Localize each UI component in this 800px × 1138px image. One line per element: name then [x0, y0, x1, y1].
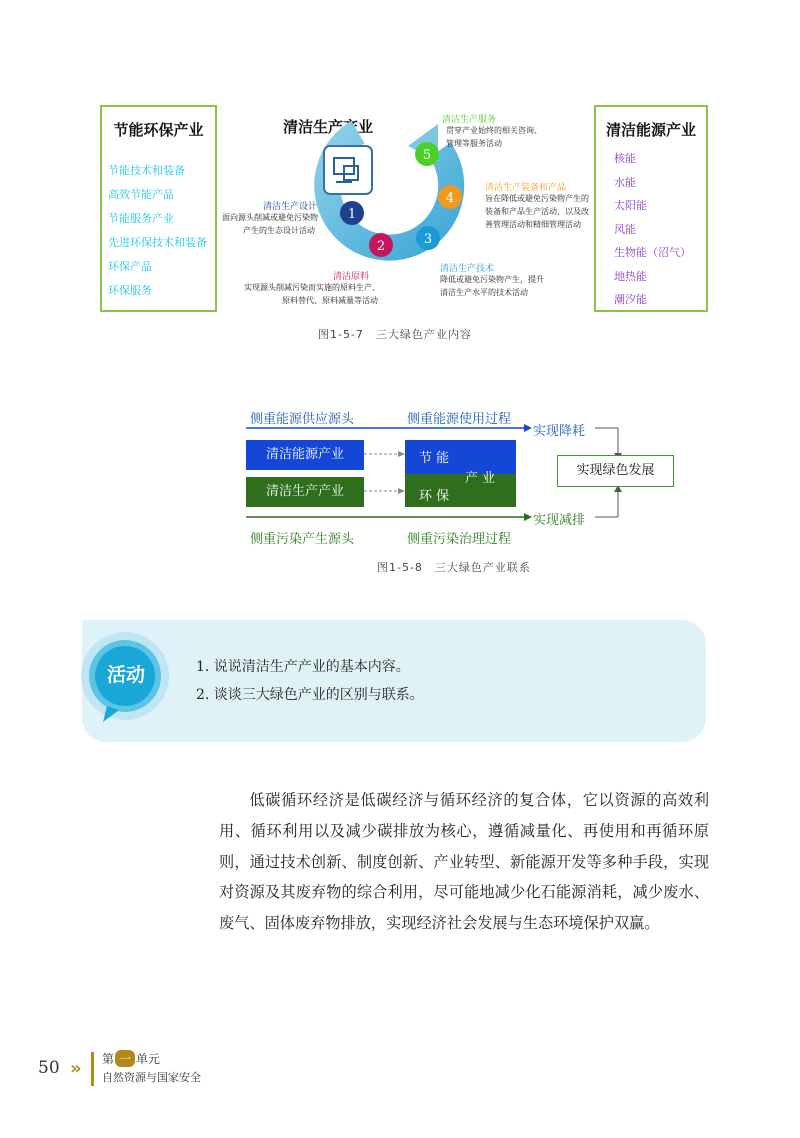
energy-use-label: 侧重能源使用过程 [407, 412, 512, 427]
list-item: 核能 [614, 152, 636, 165]
step-5-label: 清洁生产服务 [442, 115, 497, 125]
chevron-right-icon: » [70, 1058, 82, 1079]
desc-line: 管理等服务活动 [446, 139, 502, 148]
energy-saving-env-block [405, 440, 516, 507]
unit-prefix: 第 [102, 1052, 115, 1066]
list-item: 节能技术和装备 [108, 164, 185, 177]
body-paragraph: 低碳循环经济是低碳经济与循环经济的复合体，它以资源的高效利用、循环利用以及减少碳排放为核心，遵循减量化、再使用和再循环原则，通过技术创新、制度创新、产业转型、新能源开发等多种手段，实现对资源及其废弃物的综合利用，尽可能地减少化石能源消耗，减少废水、废气、固体废弃物排放，实现经济社会发展与生态环境保护双赢。 [219, 791, 709, 933]
unit-number-badge: 一 [115, 1050, 135, 1067]
step-3-label: 清洁生产技术 [440, 264, 495, 274]
footer-divider [91, 1052, 94, 1086]
svg-text:4: 4 [445, 191, 455, 206]
svg-text:1: 1 [347, 207, 357, 222]
clean-energy-list [614, 147, 691, 312]
figure-caption-1: 图1-5-7 三大绿色产业内容 [318, 328, 472, 341]
energy-saving-title: 节能环保产业 [113, 121, 204, 139]
pollution-treatment-label: 侧重污染治理过程 [407, 532, 512, 547]
activity-badge-label: 活动 [106, 664, 145, 686]
energy-saving-text: 节 能 [419, 451, 450, 466]
env-protection-text: 环 保 [419, 489, 450, 504]
activity-panel [82, 620, 706, 742]
step-2-label: 清洁原料 [333, 272, 370, 282]
energy-supply-label: 侧重能源供应源头 [250, 412, 355, 427]
unit-name: 自然资源与国家安全 [102, 1071, 201, 1084]
clean-production-title: 清洁生产产业 [283, 118, 374, 136]
list-item: 环保服务 [108, 284, 152, 297]
desc-line: 产生的生态设计活动 [243, 226, 315, 235]
pollution-source-label: 侧重污染产生源头 [250, 532, 355, 547]
svg-text:5: 5 [422, 148, 432, 163]
figure-caption-2: 图1-5-8 三大绿色产业联系 [377, 561, 531, 574]
list-item: 风能 [614, 222, 636, 236]
energy-saving-industry-box [100, 105, 217, 312]
desc-line: 旨在降低或避免污染物产生的 [485, 194, 589, 203]
svg-text:2: 2 [376, 239, 386, 254]
desc-line: 清洁生产水平的技术活动 [440, 288, 528, 297]
clean-energy-industry-box [594, 105, 708, 312]
desc-line: 装备和产品生产活动，以及改 [485, 207, 589, 216]
list-item: 潮汐能 [614, 293, 647, 306]
step-1-badge [340, 201, 364, 225]
list-item: 生物能（沼气） [614, 246, 691, 259]
reduce-energy-label: 实现降耗 [533, 424, 586, 439]
desc-line: 善管理活动和精细管理活动 [485, 220, 581, 229]
step-5-badge [415, 142, 439, 166]
list-item: 地热能 [614, 269, 647, 283]
list-item: 太阳能 [614, 199, 647, 212]
activity-item-1: 1. 说说清洁生产产业的基本内容。 [196, 659, 410, 675]
desc-line: 面向源头削减或避免污染物 [222, 213, 318, 222]
step-1-label: 清洁生产设计 [263, 202, 318, 212]
step-5-desc [446, 124, 542, 150]
unit-title [102, 1050, 160, 1067]
page-number: 50 [38, 1058, 60, 1078]
desc-line: 降低或避免污染物产生，提升 [440, 275, 544, 284]
desc-line: 实现源头削减污染而实施的原料生产、 [244, 283, 380, 292]
reduce-emission-label: 实现减排 [533, 513, 586, 528]
clean-energy-title: 清洁能源产业 [605, 121, 696, 139]
step-2-desc [244, 281, 380, 307]
energy-saving-list [108, 159, 207, 303]
green-development-box: 实现绿色发展 [557, 455, 674, 487]
unit-suffix: 单元 [136, 1052, 161, 1066]
svg-text:3: 3 [423, 232, 433, 247]
list-item: 水能 [614, 175, 636, 189]
step-3-desc [440, 273, 544, 299]
step-4-desc [485, 192, 589, 231]
production-icon [324, 146, 372, 194]
step-3-badge [416, 226, 440, 250]
step-2-badge [369, 233, 393, 257]
desc-line: 原料替代、原料减量等活动 [282, 296, 378, 305]
step-4-badge [438, 185, 462, 209]
industry-text: 产 业 [465, 471, 496, 486]
step-1-desc [222, 211, 318, 237]
list-item: 节能服务产业 [108, 212, 174, 225]
activity-item-2: 2. 谈谈三大绿色产业的区别与联系。 [196, 687, 424, 703]
list-item: 环保产品 [108, 260, 152, 273]
step-4-label: 清洁生产装备和产品 [485, 183, 567, 193]
list-item: 高效节能产品 [108, 188, 174, 201]
clean-energy-industry-block: 清洁能源产业 [246, 440, 364, 470]
clean-production-industry-block: 清洁生产产业 [246, 477, 364, 507]
desc-line: 贯穿产业始终的相关咨询、 [446, 126, 542, 135]
list-item: 先进环保技术和装备 [108, 236, 207, 249]
